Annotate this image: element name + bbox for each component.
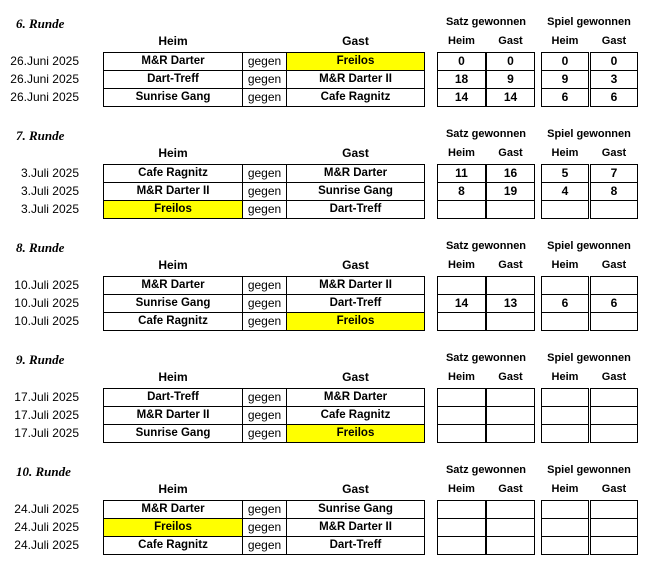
versus-label: gegen: [243, 388, 286, 407]
satz-heim-header: Heim: [448, 371, 475, 383]
satz-guest-score: [486, 388, 535, 407]
round-block: [0, 16, 646, 128]
spiel-header: Spiel gewonnen: [547, 128, 631, 140]
spiel-guest-score: [590, 536, 638, 555]
match-date: 3.Juli 2025: [20, 184, 79, 198]
spiel-home-score: [541, 406, 589, 425]
spiel-guest-score: [590, 500, 638, 519]
spiel-guest-score: [590, 312, 638, 331]
spiel-header: Spiel gewonnen: [547, 240, 631, 252]
guest-team: Cafe Ragnitz: [286, 88, 425, 107]
versus-label: gegen: [243, 500, 286, 519]
spiel-home-score: [541, 276, 589, 295]
spiel-guest-score: [590, 388, 638, 407]
match-date: 17.Juli 2025: [14, 408, 79, 422]
spiel-guest-score: 7: [590, 164, 638, 183]
satz-guest-score: [486, 406, 535, 425]
spiel-gast-header: Gast: [601, 259, 627, 271]
spiel-heim-header: Heim: [551, 147, 579, 159]
match-date: 24.Juli 2025: [14, 502, 79, 516]
satz-home-score: [437, 406, 486, 425]
home-team: M&R Darter II: [103, 406, 243, 425]
guest-team: Freilos: [286, 52, 425, 71]
guest-team: Freilos: [286, 424, 425, 443]
spiel-guest-score: [590, 200, 638, 219]
match-date: 10.Juli 2025: [14, 296, 79, 310]
guest-team: M&R Darter II: [286, 70, 425, 89]
satz-home-score: [437, 518, 486, 537]
versus-label: gegen: [243, 518, 286, 537]
heim-header: Heim: [158, 146, 188, 160]
spiel-heim-header: Heim: [551, 371, 579, 383]
satz-home-score: 11: [437, 164, 486, 183]
guest-team: Dart-Treff: [286, 294, 425, 313]
heim-header: Heim: [158, 258, 188, 272]
spiel-guest-score: 0: [590, 52, 638, 71]
guest-team: Cafe Ragnitz: [286, 406, 425, 425]
round-block: [0, 128, 646, 240]
satz-home-score: [437, 200, 486, 219]
satz-guest-score: [486, 200, 535, 219]
home-team: Dart-Treff: [103, 388, 243, 407]
guest-team: Dart-Treff: [286, 200, 425, 219]
home-team: M&R Darter: [103, 52, 243, 71]
spiel-guest-score: 6: [590, 88, 638, 107]
spiel-home-score: 0: [541, 52, 589, 71]
satz-home-score: 14: [437, 294, 486, 313]
satz-guest-score: 16: [486, 164, 535, 183]
spiel-home-score: 5: [541, 164, 589, 183]
spiel-gast-header: Gast: [601, 35, 627, 47]
round-block: [0, 240, 646, 352]
spiel-gast-header: Gast: [601, 483, 627, 495]
home-team: Sunrise Gang: [103, 88, 243, 107]
match-date: 26.Juni 2025: [10, 72, 79, 86]
versus-label: gegen: [243, 294, 286, 313]
spiel-guest-score: 6: [590, 294, 638, 313]
spiel-guest-score: [590, 518, 638, 537]
home-team: Freilos: [103, 200, 243, 219]
spiel-home-score: [541, 388, 589, 407]
satz-guest-score: [486, 424, 535, 443]
spiel-header: Spiel gewonnen: [547, 464, 631, 476]
match-date: 24.Juli 2025: [14, 538, 79, 552]
guest-team: Sunrise Gang: [286, 182, 425, 201]
match-date: 26.Juni 2025: [10, 54, 79, 68]
guest-team: Sunrise Gang: [286, 500, 425, 519]
satz-guest-score: [486, 500, 535, 519]
versus-label: gegen: [243, 52, 286, 71]
heim-header: Heim: [158, 34, 188, 48]
satz-home-score: 14: [437, 88, 486, 107]
gast-header: Gast: [342, 482, 369, 496]
satz-guest-score: [486, 312, 535, 331]
satz-guest-score: [486, 518, 535, 537]
match-date: 17.Juli 2025: [14, 390, 79, 404]
versus-label: gegen: [243, 88, 286, 107]
home-team: M&R Darter: [103, 276, 243, 295]
versus-label: gegen: [243, 276, 286, 295]
satz-home-score: 18: [437, 70, 486, 89]
satz-gast-header: Gast: [498, 259, 523, 271]
guest-team: M&R Darter II: [286, 276, 425, 295]
guest-team: M&R Darter: [286, 388, 425, 407]
match-date: 3.Juli 2025: [20, 202, 79, 216]
guest-team: Freilos: [286, 312, 425, 331]
satz-home-score: [437, 536, 486, 555]
satz-header: Satz gewonnen: [445, 128, 527, 140]
home-team: Cafe Ragnitz: [103, 312, 243, 331]
round-block: [0, 464, 646, 576]
home-team: Cafe Ragnitz: [103, 536, 243, 555]
home-team: Sunrise Gang: [103, 294, 243, 313]
satz-guest-score: 9: [486, 70, 535, 89]
heim-header: Heim: [158, 370, 188, 384]
round-title: 6. Runde: [16, 16, 65, 31]
home-team: Dart-Treff: [103, 70, 243, 89]
spiel-home-score: [541, 518, 589, 537]
satz-gast-header: Gast: [498, 483, 523, 495]
versus-label: gegen: [243, 536, 286, 555]
spiel-heim-header: Heim: [551, 259, 579, 271]
satz-home-score: [437, 312, 486, 331]
versus-label: gegen: [243, 164, 286, 183]
guest-team: Dart-Treff: [286, 536, 425, 555]
satz-home-score: [437, 388, 486, 407]
spiel-header: Spiel gewonnen: [547, 352, 631, 364]
spiel-home-score: [541, 200, 589, 219]
gast-header: Gast: [342, 146, 369, 160]
satz-guest-score: 14: [486, 88, 535, 107]
spiel-heim-header: Heim: [551, 483, 579, 495]
spiel-heim-header: Heim: [551, 35, 579, 47]
spiel-home-score: 9: [541, 70, 589, 89]
spiel-guest-score: [590, 276, 638, 295]
satz-home-score: [437, 500, 486, 519]
satz-header: Satz gewonnen: [445, 16, 527, 28]
satz-heim-header: Heim: [448, 35, 475, 47]
spiel-header: Spiel gewonnen: [547, 16, 631, 28]
satz-home-score: 8: [437, 182, 486, 201]
match-date: 26.Juni 2025: [10, 90, 79, 104]
gast-header: Gast: [342, 34, 369, 48]
heim-header: Heim: [158, 482, 188, 496]
spiel-guest-score: 8: [590, 182, 638, 201]
spiel-guest-score: [590, 424, 638, 443]
versus-label: gegen: [243, 424, 286, 443]
versus-label: gegen: [243, 70, 286, 89]
guest-team: M&R Darter II: [286, 518, 425, 537]
match-date: 3.Juli 2025: [20, 166, 79, 180]
versus-label: gegen: [243, 312, 286, 331]
satz-guest-score: 19: [486, 182, 535, 201]
spiel-guest-score: 3: [590, 70, 638, 89]
home-team: Cafe Ragnitz: [103, 164, 243, 183]
satz-gast-header: Gast: [498, 35, 523, 47]
match-date: 10.Juli 2025: [14, 278, 79, 292]
match-date: 17.Juli 2025: [14, 426, 79, 440]
spiel-home-score: 4: [541, 182, 589, 201]
match-date: 24.Juli 2025: [14, 520, 79, 534]
gast-header: Gast: [342, 370, 369, 384]
satz-heim-header: Heim: [448, 483, 475, 495]
spiel-home-score: [541, 536, 589, 555]
satz-header: Satz gewonnen: [445, 240, 527, 252]
round-title: 7. Runde: [16, 128, 65, 143]
satz-header: Satz gewonnen: [445, 464, 527, 476]
spiel-gast-header: Gast: [601, 371, 627, 383]
match-date: 10.Juli 2025: [14, 314, 79, 328]
versus-label: gegen: [243, 200, 286, 219]
satz-header: Satz gewonnen: [445, 352, 527, 364]
satz-heim-header: Heim: [448, 147, 475, 159]
home-team: Freilos: [103, 518, 243, 537]
home-team: Sunrise Gang: [103, 424, 243, 443]
satz-gast-header: Gast: [498, 371, 523, 383]
spiel-home-score: 6: [541, 294, 589, 313]
round-title: 8. Runde: [16, 240, 65, 255]
satz-home-score: [437, 424, 486, 443]
spiel-home-score: 6: [541, 88, 589, 107]
versus-label: gegen: [243, 406, 286, 425]
versus-label: gegen: [243, 182, 286, 201]
satz-home-score: [437, 276, 486, 295]
home-team: M&R Darter II: [103, 182, 243, 201]
round-title: 10. Runde: [16, 464, 71, 479]
gast-header: Gast: [342, 258, 369, 272]
satz-guest-score: [486, 276, 535, 295]
home-team: M&R Darter: [103, 500, 243, 519]
spiel-home-score: [541, 500, 589, 519]
satz-guest-score: 13: [486, 294, 535, 313]
spiel-home-score: [541, 312, 589, 331]
satz-home-score: 0: [437, 52, 486, 71]
satz-guest-score: [486, 536, 535, 555]
satz-gast-header: Gast: [498, 147, 523, 159]
spiel-home-score: [541, 424, 589, 443]
satz-heim-header: Heim: [448, 259, 475, 271]
satz-guest-score: 0: [486, 52, 535, 71]
spiel-guest-score: [590, 406, 638, 425]
round-title: 9. Runde: [16, 352, 65, 367]
guest-team: M&R Darter: [286, 164, 425, 183]
round-block: [0, 352, 646, 464]
spiel-gast-header: Gast: [601, 147, 627, 159]
